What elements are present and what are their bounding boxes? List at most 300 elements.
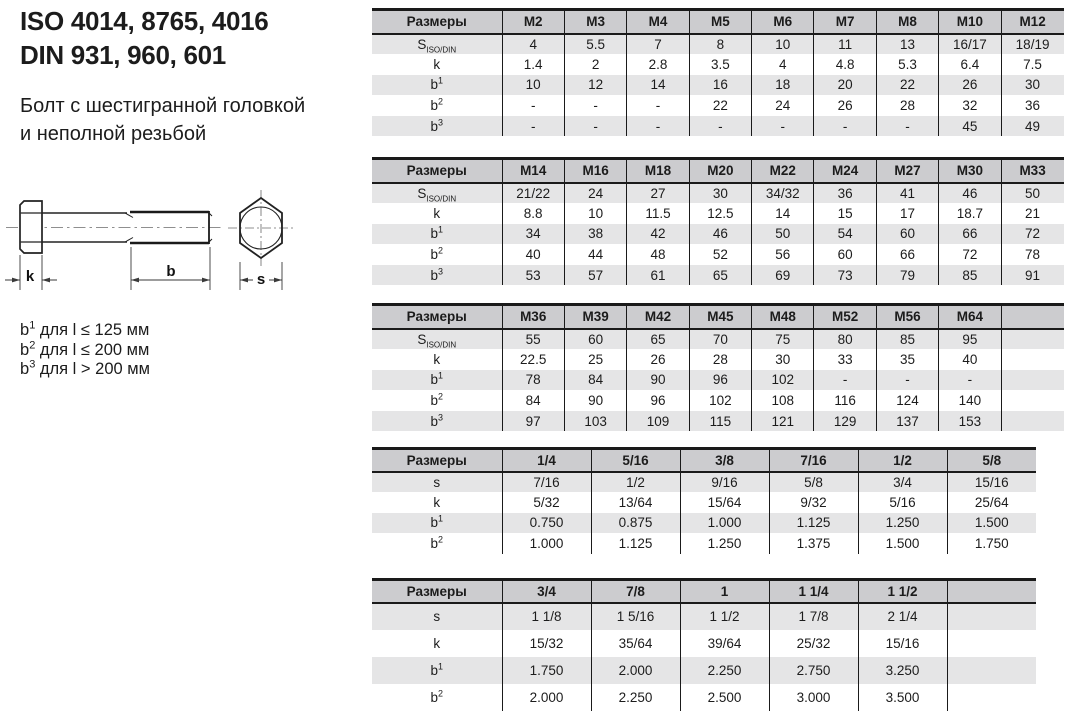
column-header: M20 [689,159,751,183]
dimension-table [372,157,1064,285]
value-cell: 15/32 [502,630,591,657]
table-row [372,370,1064,391]
s-arrow-right [274,278,282,283]
table-row [372,54,1064,75]
value-cell: 1.750 [502,657,591,684]
value-cell: 4.8 [814,54,876,75]
table-row [372,472,1036,493]
column-header: M14 [502,159,564,183]
row-label: $b^1$ [372,657,502,684]
title-iso-line: ISO 4014, 8765, 4016 [20,6,269,36]
value-cell: 7.5 [1001,54,1063,75]
header-row [372,305,1064,329]
column-header: 5/8 [947,449,1036,472]
value-cell: 137 [876,411,938,432]
value-cell: 3.250 [858,657,947,684]
value-cell: 72 [939,244,1001,265]
value-cell: 70 [689,329,751,350]
s-arrow-left [240,278,248,283]
column-header: M36 [502,305,564,329]
column-header: M6 [752,10,814,34]
value-cell: - [814,370,876,391]
value-cell: 97 [502,411,564,432]
row-label: $b^2$ [430,245,444,263]
value-cell: 30 [752,349,814,370]
value-cell: 42 [627,224,689,245]
column-header: M3 [564,10,626,34]
column-header: M22 [752,159,814,183]
value-cell: 115 [689,411,751,432]
row-label: s [372,472,502,493]
row-label: s [372,603,502,630]
header-row [372,10,1064,34]
value-cell: 13/64 [591,492,680,513]
value-cell: 21/22 [502,183,564,204]
table-row [372,116,1064,137]
column-header: M18 [627,159,689,183]
value-cell: 1.750 [947,533,1036,554]
value-cell: 1.500 [858,533,947,554]
column-header: M2 [502,10,564,34]
value-cell: 25/64 [947,492,1036,513]
value-cell: 60 [876,224,938,245]
note-b1-text: для l ≤ 125 мм [35,321,150,339]
value-cell: 26 [939,75,1001,96]
table-row [372,492,1036,513]
value-cell: 78 [502,370,564,391]
value-cell: 18.7 [939,203,1001,224]
value-cell: - [814,116,876,137]
value-cell: 129 [814,411,876,432]
value-cell: 14 [627,75,689,96]
value-cell: 5/8 [769,472,858,493]
empty-cell [1001,390,1063,411]
value-cell: 6.4 [939,54,1001,75]
value-cell: 96 [689,370,751,391]
value-cell: 8 [689,34,751,55]
column-header: M30 [939,159,1001,183]
header-row [372,580,1036,603]
value-cell: - [689,116,751,137]
value-cell: 103 [564,411,626,432]
column-header: M33 [1001,159,1063,183]
value-cell: 22 [876,75,938,96]
metric-table-m36-m64 [372,303,1064,431]
value-cell: 15 [814,203,876,224]
value-cell: 95 [939,329,1001,350]
value-cell: 14 [752,203,814,224]
note-b3-sup: 3 [29,358,36,371]
value-cell: 49 [1001,116,1063,137]
column-header: 7/8 [591,580,680,603]
dimensions-header: Размеры [372,159,502,183]
note-b1-base: b [20,321,30,339]
column-header: 1 1/2 [858,580,947,603]
value-cell: 40 [939,349,1001,370]
metric-table-m14-m33 [372,157,1064,285]
value-cell: 50 [1001,183,1063,204]
note-b2 [20,341,150,361]
dimensions-header: Размеры [372,10,502,34]
dimension-table [372,8,1064,136]
value-cell: 40 [502,244,564,265]
row-label: $b^1$ [372,370,502,391]
s-dim-label: s [256,271,266,288]
value-cell: 56 [752,244,814,265]
value-cell: 28 [876,95,938,116]
b-dim-label: b [166,263,176,280]
value-cell: 2 1/4 [858,603,947,630]
k-arrow-left [12,278,20,283]
value-cell: 90 [564,390,626,411]
note-b3 [20,360,150,380]
column-header: M56 [876,305,938,329]
value-cell: 75 [752,329,814,350]
column-header: M8 [876,10,938,34]
empty-cell [947,630,1036,657]
column-header: M7 [814,10,876,34]
value-cell: 65 [689,265,751,286]
table-row [372,630,1036,657]
value-cell: 35 [876,349,938,370]
row-label: $b^3$ [372,116,502,137]
column-header: M16 [564,159,626,183]
thread-runout-bottom [125,238,133,243]
row-label: k [433,56,441,72]
value-cell: 72 [1001,224,1063,245]
value-cell: 3/4 [858,472,947,493]
column-header: 1/4 [502,449,591,472]
row-label: $b^2$ [430,96,444,114]
value-cell: 1 5/16 [591,603,680,630]
value-cell: 4 [752,54,814,75]
value-cell: - [627,95,689,116]
empty-header-cell [1001,305,1063,329]
value-cell: 0.875 [591,513,680,534]
value-cell: 2.250 [591,684,680,711]
column-header: 3/8 [680,449,769,472]
subtitle-line-1: Болт с шестигранной головкой [20,95,306,117]
thread-length-notes [20,321,150,380]
value-cell: 73 [814,265,876,286]
value-cell: 66 [876,244,938,265]
dimensions-header: Размеры [372,305,502,329]
value-cell: 53 [502,265,564,286]
note-b1-sup: 1 [29,319,36,332]
value-cell: - [939,370,1001,391]
value-cell: 17 [876,203,938,224]
value-cell: 91 [1001,265,1063,286]
value-cell: 18 [752,75,814,96]
column-header: M12 [1001,10,1063,34]
empty-cell [1001,370,1063,391]
value-cell: 3.5 [689,54,751,75]
value-cell: 84 [564,370,626,391]
table-row [372,513,1036,534]
b-arrow-left [131,278,139,283]
value-cell: 39/64 [680,630,769,657]
value-cell: 24 [564,183,626,204]
value-cell: 2.250 [680,657,769,684]
empty-cell [1001,329,1063,350]
row-label: $b^3$ [372,411,502,432]
value-cell: 27 [627,183,689,204]
value-cell: 21 [1001,203,1063,224]
value-cell: 109 [627,411,689,432]
value-cell: 10 [564,203,626,224]
table-row [372,224,1064,245]
row-label: $S_{ISO/DIN}$ [372,34,502,55]
column-header: M27 [876,159,938,183]
column-header: M10 [939,10,1001,34]
row-label: k [433,494,441,510]
value-cell: 12.5 [689,203,751,224]
value-cell: 4 [502,34,564,55]
thread-runout-top [125,213,133,218]
value-cell: 1 1/2 [680,603,769,630]
row-label: $S_{ISO/DIN}$ [372,183,502,204]
imperial-table-quarter-to-5-8 [372,447,1036,554]
value-cell: 30 [689,183,751,204]
value-cell: - [876,116,938,137]
dimension-table [372,303,1064,431]
dimensions-header: Размеры [372,449,502,472]
table-row [372,265,1064,286]
column-header: M48 [752,305,814,329]
value-cell: 2.8 [627,54,689,75]
value-cell: 2.750 [769,657,858,684]
value-cell: 102 [752,370,814,391]
value-cell: 84 [502,390,564,411]
value-cell: 55 [502,329,564,350]
imperial-table-3-4-to-1-5 [372,578,1036,711]
value-cell: 41 [876,183,938,204]
value-cell: 46 [689,224,751,245]
column-header: M64 [939,305,1001,329]
value-cell: 7 [627,34,689,55]
value-cell: 10 [502,75,564,96]
value-cell: 1.250 [680,533,769,554]
value-cell: - [876,370,938,391]
value-cell: 1.250 [858,513,947,534]
value-cell: 16/17 [939,34,1001,55]
value-cell: 38 [564,224,626,245]
table-row [372,203,1064,224]
value-cell: 1.125 [591,533,680,554]
empty-cell [947,657,1036,684]
value-cell: 35/64 [591,630,680,657]
value-cell: 24 [752,95,814,116]
value-cell: 85 [876,329,938,350]
value-cell: 15/64 [680,492,769,513]
column-header: 7/16 [769,449,858,472]
b-arrow-right [202,278,210,283]
header-row [372,159,1064,183]
value-cell: - [627,116,689,137]
column-header: M45 [689,305,751,329]
subtitle [20,92,305,149]
empty-cell [1001,411,1063,432]
empty-header-cell [947,580,1036,603]
value-cell: 13 [876,34,938,55]
table-row [372,34,1064,55]
table-row [372,411,1064,432]
column-header: 5/16 [591,449,680,472]
value-cell: 2.500 [680,684,769,711]
note-b2-text: для l ≤ 200 мм [35,340,150,359]
bolt-head-outline [20,201,42,253]
value-cell: 3.500 [858,684,947,711]
note-b2-base: b [20,340,30,359]
value-cell: - [502,116,564,137]
value-cell: 85 [939,265,1001,286]
value-cell: 121 [752,411,814,432]
dimension-table [372,578,1036,711]
note-b3-base: b [20,360,30,378]
value-cell: 2.000 [591,657,680,684]
value-cell: 9/16 [680,472,769,493]
row-label: $b^1$ [372,75,502,96]
value-cell: 102 [689,390,751,411]
value-cell: 15/16 [858,630,947,657]
value-cell: 1.125 [769,513,858,534]
row-label: k [433,205,441,221]
page-title [20,5,268,73]
empty-cell [1001,349,1063,370]
value-cell: 22 [689,95,751,116]
value-cell: 1.375 [769,533,858,554]
value-cell: - [502,95,564,116]
value-cell: 30 [1001,75,1063,96]
column-header: 3/4 [502,580,591,603]
column-header: M24 [814,159,876,183]
value-cell: 11.5 [627,203,689,224]
value-cell: 79 [876,265,938,286]
value-cell: 26 [627,349,689,370]
table-row [372,684,1036,711]
table-row [372,329,1064,350]
column-header: M52 [814,305,876,329]
table-row [372,349,1064,370]
value-cell: 69 [752,265,814,286]
column-header: M4 [627,10,689,34]
value-cell: 36 [814,183,876,204]
value-cell: 20 [814,75,876,96]
value-cell: 5.5 [564,34,626,55]
column-header: M42 [627,305,689,329]
table-row [372,603,1036,630]
value-cell: 5/16 [858,492,947,513]
value-cell: 5/32 [502,492,591,513]
value-cell: 18/19 [1001,34,1063,55]
table-row [372,657,1036,684]
note-b3-text: для l > 200 мм [35,360,150,378]
value-cell: 22.5 [502,349,564,370]
row-label: $b^2$ [430,391,444,409]
value-cell: 25 [564,349,626,370]
table-row [372,183,1064,204]
table-row [372,244,1064,265]
note-b2-sup: 2 [29,339,36,351]
row-label: $b^2$ [430,534,444,551]
value-cell: 1.000 [680,513,769,534]
value-cell: 16 [689,75,751,96]
value-cell: 153 [939,411,1001,432]
value-cell: 1.000 [502,533,591,554]
value-cell: 78 [1001,244,1063,265]
column-header: 1/2 [858,449,947,472]
value-cell: 25/32 [769,630,858,657]
value-cell: 54 [814,224,876,245]
value-cell: 65 [627,329,689,350]
value-cell: 60 [564,329,626,350]
value-cell: 26 [814,95,876,116]
value-cell: 61 [627,265,689,286]
title-din-line: DIN 931, 960, 601 [20,39,226,70]
column-header: M5 [689,10,751,34]
value-cell: 9/32 [769,492,858,513]
value-cell: 1 1/8 [502,603,591,630]
value-cell: 52 [689,244,751,265]
table-row [372,390,1064,411]
value-cell: 60 [814,244,876,265]
empty-cell [947,684,1036,711]
row-label: $b^3$ [372,265,502,286]
value-cell: 2 [564,54,626,75]
value-cell: 50 [752,224,814,245]
value-cell: 33 [814,349,876,370]
value-cell: 7/16 [502,472,591,493]
row-label: $b^2$ [430,688,444,705]
value-cell: 1/2 [591,472,680,493]
value-cell: 80 [814,329,876,350]
value-cell: 66 [939,224,1001,245]
column-header: 1 1/4 [769,580,858,603]
dimensions-header: Размеры [372,580,502,603]
value-cell: - [564,116,626,137]
table-row [372,95,1064,116]
value-cell: 12 [564,75,626,96]
value-cell: 44 [564,244,626,265]
row-label: $b^1$ [372,224,502,245]
column-header: M39 [564,305,626,329]
value-cell: 15/16 [947,472,1036,493]
value-cell: 2.000 [502,684,591,711]
value-cell: 124 [876,390,938,411]
value-cell: 90 [627,370,689,391]
value-cell: 45 [939,116,1001,137]
value-cell: 108 [752,390,814,411]
value-cell: 36 [1001,95,1063,116]
value-cell: 140 [939,390,1001,411]
value-cell: 10 [752,34,814,55]
value-cell: 0.750 [502,513,591,534]
value-cell: 1 7/8 [769,603,858,630]
value-cell: 46 [939,183,1001,204]
bolt-technical-drawing [0,158,340,308]
k-arrow-right [42,278,50,283]
metric-table-m2-m12 [372,8,1064,136]
value-cell: 8.8 [502,203,564,224]
value-cell: 34/32 [752,183,814,204]
value-cell: 48 [627,244,689,265]
header-row [372,449,1036,472]
table-row [372,75,1064,96]
value-cell: 116 [814,390,876,411]
value-cell: 96 [627,390,689,411]
value-cell: 1.500 [947,513,1036,534]
subtitle-line-2: и неполной резьбой [20,123,207,146]
